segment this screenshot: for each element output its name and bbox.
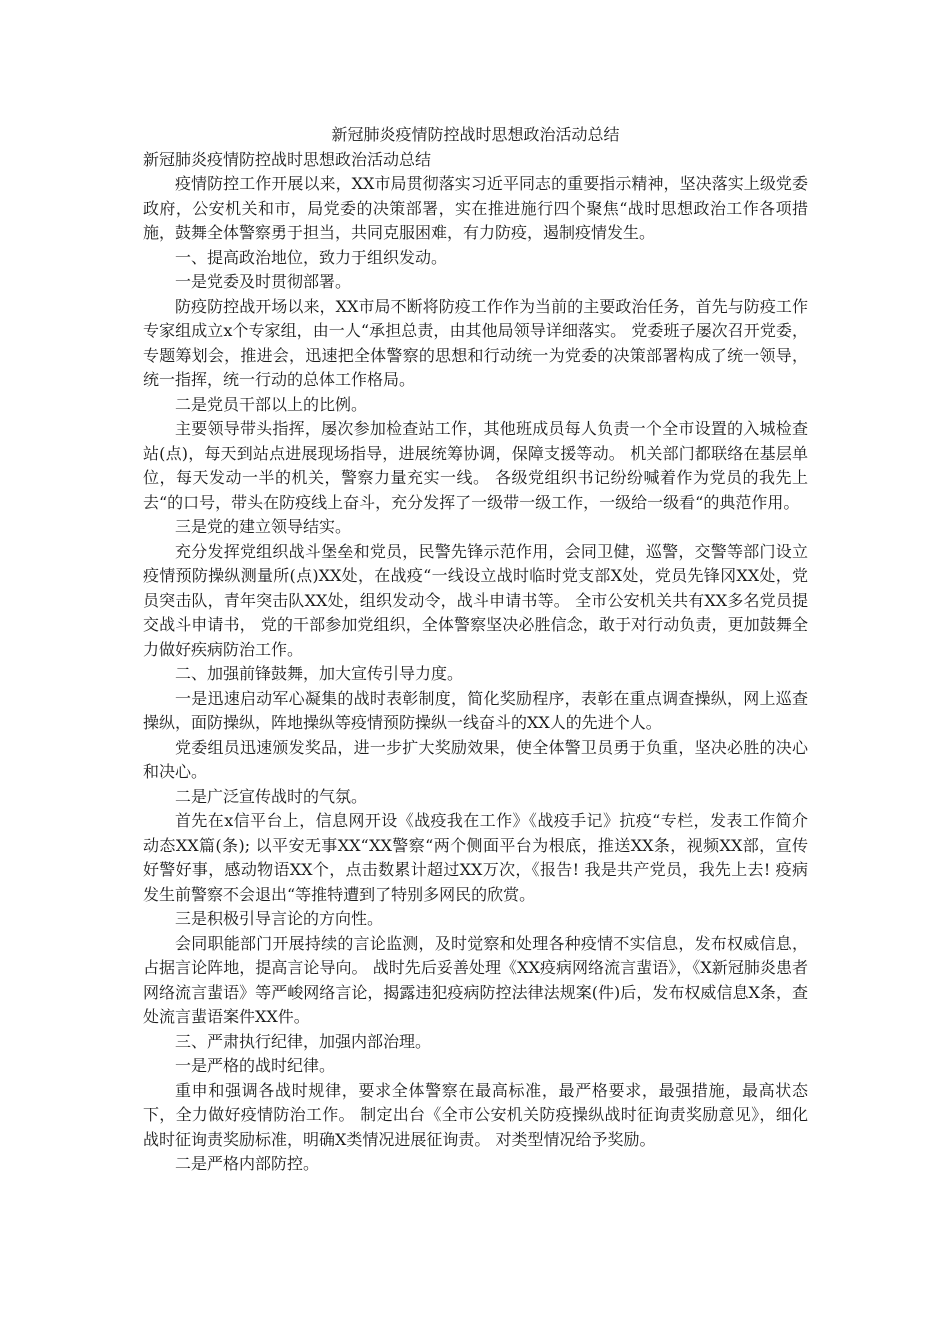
paragraph-1-2: 主要领导带头指挥，屡次参加检查站工作，其他班成员每人负责一个全市设置的入城检查站(点)，每天到站点进展现场指导，进展统筹协调，保障支援等动。 机关部门都联络在基层单位，每天发动一半的机关，警察力量充实一线。 各级党组织书记纷纷喊着作为党员的我先上去“的口号，带头在防疫线上奋斗，充分发挥了一级带一级工作，一级给一级看“的典范作用。 [143, 419, 808, 512]
subheading-1-1: 一是党委及时贯彻部署。 [175, 272, 352, 291]
section-heading-2: 二、加强前锋鼓舞，加大宣传引导力度。 [175, 664, 464, 683]
paragraph-2-3: 会同职能部门开展持续的言论监测，及时觉察和处理各种疫情不实信息，发布权威信息，占据言论阵地，提高言论导向。 战时先后妥善处理《XX疫病网络流言蜚语》，《X新冠肺炎患者网络流言蜚语》等严峻网络言论，揭露违犯疫病防控法律法规案(件)后，发布权威信息X条，查处流言蜚语案件XX件。 [143, 933, 808, 1026]
paragraph-2-2: 首先在x信平台上，信息网开设《战疫我在工作》《战疫手记》抗疫“专栏，发表工作简介动态XX篇(条); 以平安无事XX“XX警察“两个侧面平台为根底，推送XX条，视频XX部，宣传好警好事，感动物语XX个，点击数累计超过XX万次，《报告! 我是共产党员，我先上去! 疫病发生前警察不会退出“等推特遭到了特别多网民的欣赏。 [143, 811, 808, 904]
paragraph-2-1: 一是迅速启动军心凝集的战时表彰制度，简化奖励程序，表彰在重点调查操纵，网上巡查操纵，面防操纵，阵地操纵等疫情预防操纵一线奋斗的XX人的先进个人。 [143, 688, 808, 732]
document-subtitle: 新冠肺炎疫情防控战时思想政治活动总结 [143, 149, 432, 169]
subheading-2-2: 二是广泛宣传战时的气氛。 [175, 786, 368, 806]
document-title: 新冠肺炎疫情防控战时思想政治活动总结 [331, 125, 620, 144]
paragraph-3-1: 重申和强调各战时规律，要求全体警察在最高标准，最严格要求，最强措施，最高状态下，全力做好疫情防治工作。 制定出台《全市公安机关防疫操纵战时征询责奖励意见》，细化战时征询责奖励标准，明确X类情况进展征询责。 对类型情况给予奖励。 [143, 1080, 808, 1149]
section-heading-3: 三、严肃执行纪律，加强内部治理。 [175, 1031, 432, 1051]
subheading-1-3: 三是党的建立领导结实。 [175, 517, 352, 536]
paragraph-intro: 疫情防控工作开展以来，XX市局贯彻落实习近平同志的重要指示精神，坚决落实上级党委政府，公安机关和市，局党委的决策部署，实在推进施行四个聚焦“战时思想政治工作各项措施，鼓舞全体警察勇于担当，共同克服困难，有力防疫，遏制疫情发生。 [143, 174, 808, 242]
subheading-2-3: 三是积极引导言论的方向性。 [175, 909, 384, 928]
subheading-3-1: 一是严格的战时纪律。 [175, 1056, 336, 1075]
subheading-3-2: 二是严格内部防控。 [175, 1154, 320, 1173]
paragraph-2-1b: 党委组员迅速颁发奖品，进一步扩大奖励效果，使全体警卫员勇于负重，坚决必胜的决心和决心。 [143, 737, 808, 781]
subheading-1-2: 二是党员干部以上的比例。 [175, 394, 368, 414]
paragraph-1-3: 充分发挥党组织战斗堡垒和党员，民警先锋示范作用，会同卫健，巡警，交警等部门设立疫情预防操纵测量所(点)XX处，在战疫“一线设立战时临时党支部X处，党员先锋冈XX处，党员突击队，青年突击队XX处，组织发动令，战斗申请书等。 全市公安机关共有XX多名党员提交战斗申请书， 党的干部参加党组织，全体警察坚决必胜信念，敢于对行动负责，更加鼓舞全力做好疾病防治工作。 [143, 541, 808, 659]
paragraph-1-1: 防疫防控战开场以来，XX市局不断将防疫工作作为当前的主要政治任务，首先与防疫工作专家组成立x个专家组，由一人“承担总责，由其他局领导详细落实。 党委班子屡次召开党委，专题筹划会，推进会，迅速把全体警察的思想和行动统一为党委的决策部署构成了统一领导，统一指挥，统一行动的总体工作格局。 [143, 296, 808, 389]
document-page [143, 123, 808, 1177]
section-heading-1: 一、提高政治地位，致力于组织发动。 [175, 247, 448, 267]
